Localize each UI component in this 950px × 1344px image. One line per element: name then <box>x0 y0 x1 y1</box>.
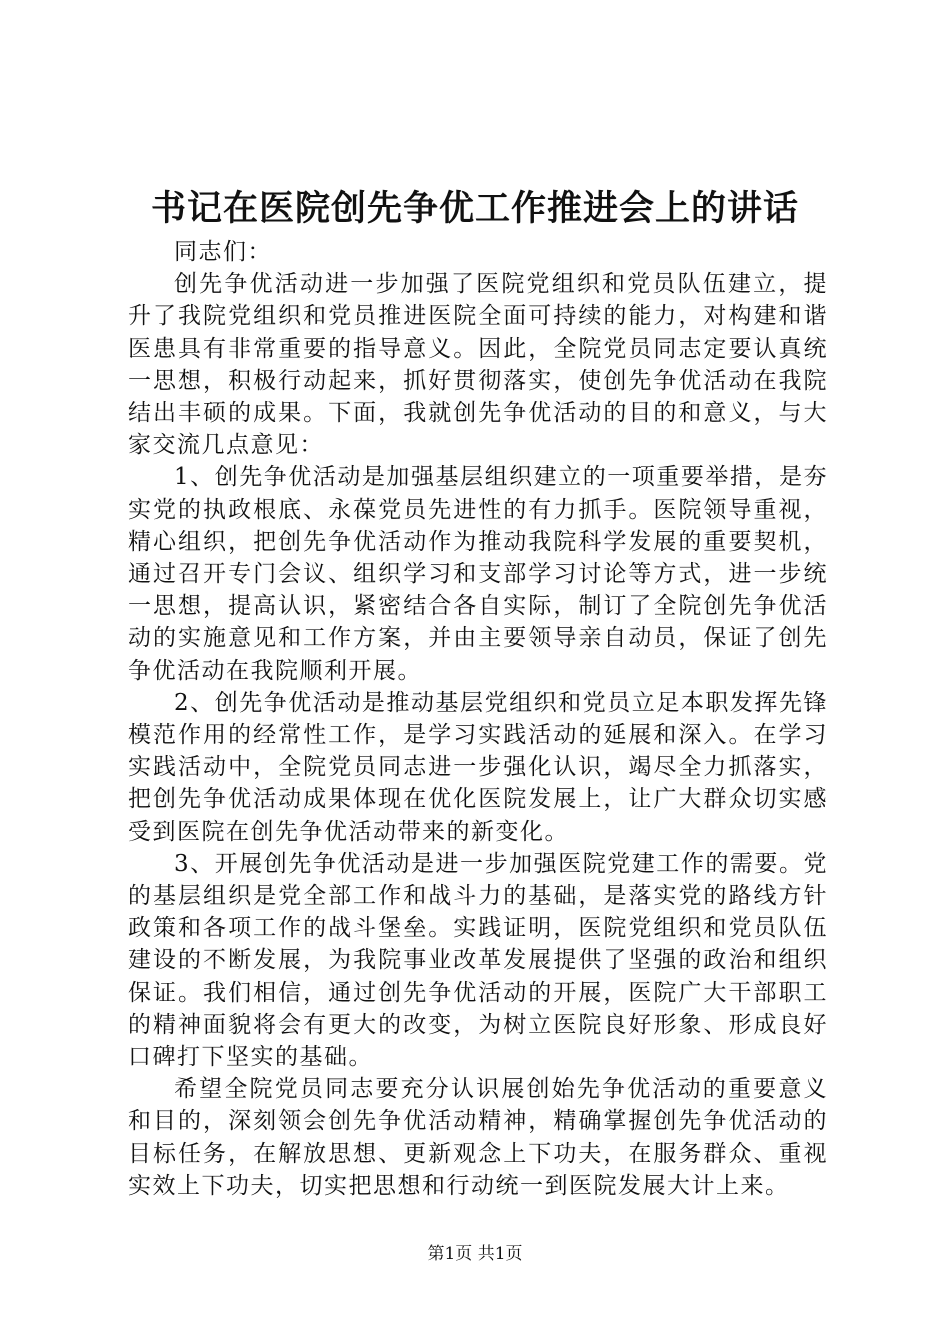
document-body <box>128 236 828 1202</box>
page-number-footer: 第1页 共1页 <box>427 1244 523 1264</box>
document-title: 书记在医院创先争优工作推进会上的讲话 <box>150 188 799 229</box>
salutation: 同志们： <box>174 239 272 265</box>
paragraph-closing: 希望全院党员同志要充分认识展创始先争优活动的重要意义和目的，深刻领会创先争优活动精神，精确掌握创先争优活动的目标任务，在解放思想、更新观念上下功夫，在服务群众、重视实效上下功夫，切实把思想和行动统一到医院发展大计上来。 <box>128 1076 828 1199</box>
paragraph-point-2: 2、创先争优活动是推动基层党组织和党员立足本职发挥先锋模范作用的经常性工作，是学习实践活动的延展和深入。在学习实践活动中，全院党员同志进一步强化认识，竭尽全力抓落实，把创先争优活动成果体现在优化医院发展上，让广大群众切实感受到医院在创先争优活动带来的新变化。 <box>128 689 828 845</box>
paragraph-point-3: 3、开展创先争优活动是进一步加强医院党建工作的需要。党的基层组织是党全部工作和战斗力的基础，是落实党的路线方针政策和各项工作的战斗堡垒。实践证明，医院党组织和党员队伍建设的不断发展，为我院事业改革发展提供了坚强的政治和组织保证。我们相信，通过创先争优活动的开展，医院广大干部职工的精神面貌将会有更大的改变，为树立医院良好形象、形成良好口碑打下坚实的基础。 <box>128 850 828 1071</box>
paragraph-intro: 创先争优活动进一步加强了医院党组织和党员队伍建立，提升了我院党组织和党员推进医院全面可持续的能力，对构建和谐医患具有非常重要的指导意义。因此，全院党员同志定要认真统一思想，积极行动起来，抓好贯彻落实，使创先争优活动在我院结出丰硕的成果。下面，我就创先争优活动的目的和意义，与大家交流几点意见： <box>128 271 828 459</box>
paragraph-point-1: 1、创先争优活动是加强基层组织建立的一项重要举措，是夯实党的执政根底、永葆党员先进性的有力抓手。医院领导重视，精心组织，把创先争优活动作为推动我院科学发展的重要契机，通过召开专门会议、组织学习和支部学习讨论等方式，进一步统一思想，提高认识，紧密结合各自实际，制订了全院创先争优活动的实施意见和工作方案，并由主要领导亲自动员，保证了创先争优活动在我院顺利开展。 <box>128 464 828 684</box>
